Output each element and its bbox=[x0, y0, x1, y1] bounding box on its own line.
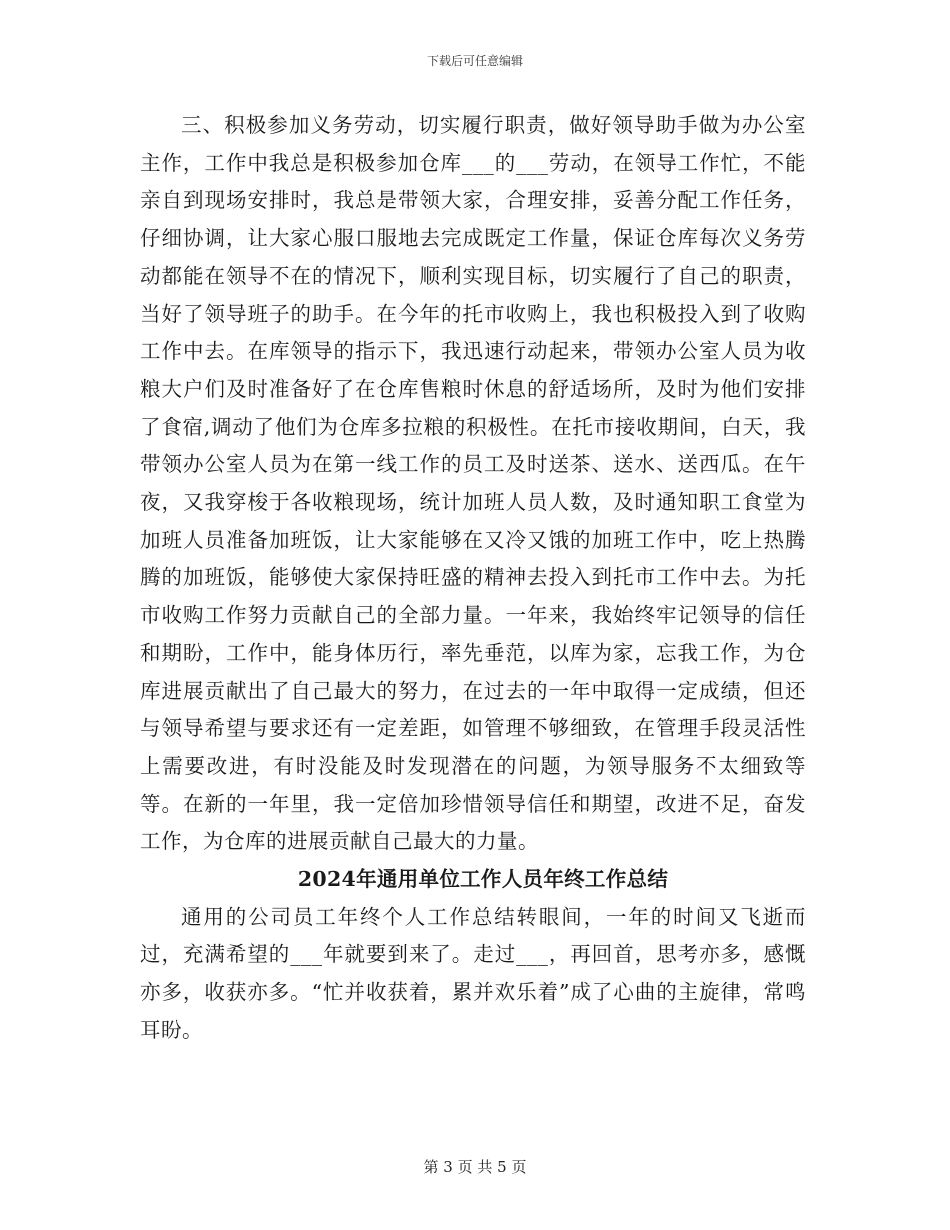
body-paragraph-2: 通用的公司员工年终个人工作总结转眼间，一年的时间又飞逝而过，充满希望的___年就要到来了。走过___，再回首，思考亦多，感慨亦多，收获亦多。“忙并收获着，累并欢乐着”成了心曲的主旋律，常鸣耳盼。 bbox=[140, 904, 806, 1042]
page-number: 第 3 页 共 5 页 bbox=[423, 1158, 527, 1176]
document-body bbox=[140, 107, 806, 1050]
section-title: 2024年通用单位工作人员年终工作总结 bbox=[297, 867, 669, 892]
page-header: 下载后可任意编辑 bbox=[426, 54, 523, 68]
body-paragraph-1: 三、积极参加义务劳动，切实履行职责，做好领导助手做为办公室主作，工作中我总是积极参加仓库___的___劳动，在领导工作忙，不能亲自到现场安排时，我总是带领大家，合理安排，妥善分配工作任务，仔细协调，让大家心服口服地去完成既定工作量，保证仓库每次义务劳动都能在领导不在的情况下，顺利实现目标，切实履行了自己的职责，当好了领导班子的助手。在今年的托市收购上，我也积极投入到了收购工作中去。在库领导的指示下，我迅速行动起来，带领办公室人员为收粮大户们及时准备好了在仓库售粮时休息的舒适场所，及时为他们安排了食宿,调动了他们为仓库多拉粮的积极性。在托市接收期间，白天，我带领办公室人员为在第一线工作的员工及时送茶、送水、送西瓜。在午夜，又我穿梭于各收粮现场，统计加班人员人数，及时通知职工食堂为加班人员准备加班饭，让大家能够在又冷又饿的加班工作中，吃上热腾腾的加班饭，能够使大家保持旺盛的精神去投入到托市工作中去。为托市收购工作努力贡献自己的全部力量。一年来，我始终牢记领导的信任和期盼，工作中，能身体历行，率先垂范，以库为家，忘我工作，为仓库进展贡献出了自己最大的努力，在过去的一年中取得一定成绩，但还与领导希望与要求还有一定差距，如管理不够细致，在管理手段灵活性上需要改进，有时没能及时发现潜在的问题，为领导服务不太细致等等。在新的一年里，我一定倍加珍惜领导信任和期望，改进不足，奋发工作，为仓库的进展贡献自己最大的力量。 bbox=[140, 113, 806, 854]
